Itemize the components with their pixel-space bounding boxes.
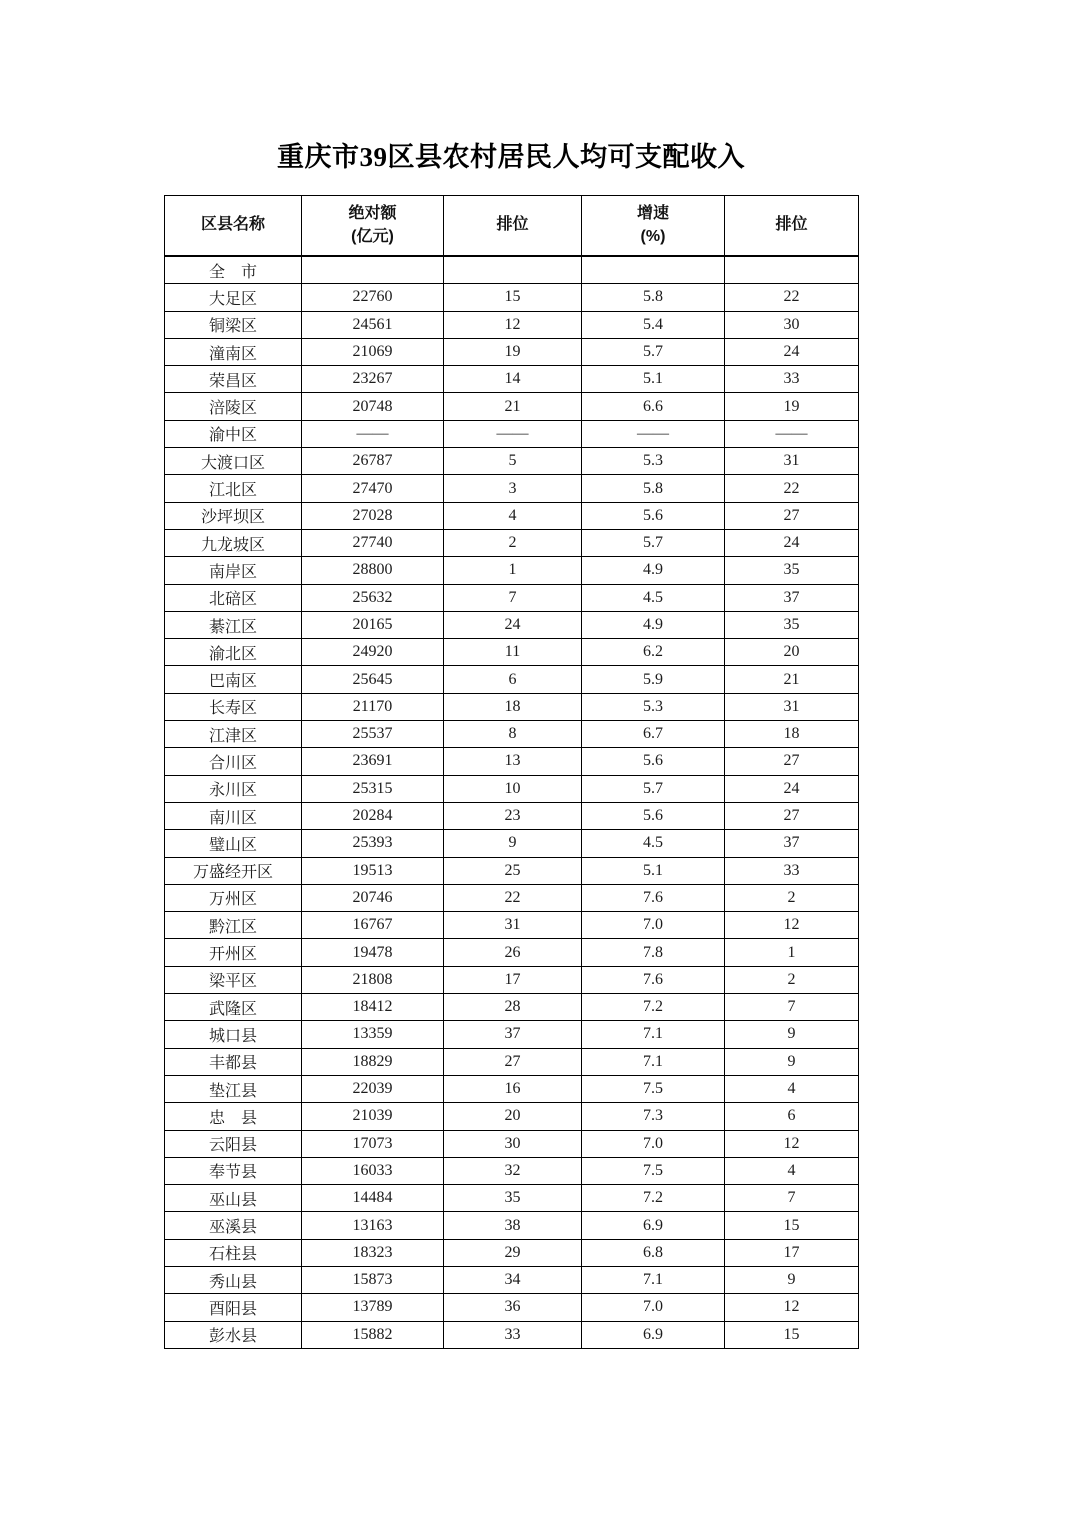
value-cell: 5.6	[582, 748, 725, 775]
value-cell: 18829	[302, 1048, 444, 1075]
value-cell: 37	[725, 830, 859, 857]
district-name-cell: 渝北区	[165, 639, 302, 666]
value-cell: 12	[725, 1130, 859, 1157]
table-row	[165, 529, 859, 556]
value-cell: 15	[725, 1321, 859, 1348]
district-name-cell: 万州区	[165, 884, 302, 911]
value-cell: 6	[444, 666, 582, 693]
value-cell: 7	[725, 994, 859, 1021]
page-title: 重庆市39区县农村居民人均可支配收入	[277, 142, 745, 172]
value-cell: 13	[444, 748, 582, 775]
district-name-cell: 全 市	[165, 256, 302, 284]
table-row	[165, 693, 859, 720]
value-cell: 5.8	[582, 475, 725, 502]
value-cell: 31	[725, 693, 859, 720]
table-row	[165, 311, 859, 338]
value-cell: 15	[444, 284, 582, 311]
value-cell: 20748	[302, 393, 444, 420]
value-cell: 9	[725, 1266, 859, 1293]
value-cell: 3	[444, 475, 582, 502]
district-name-cell: 城口县	[165, 1021, 302, 1048]
table-row	[165, 1048, 859, 1075]
district-name-cell: 丰都县	[165, 1048, 302, 1075]
value-cell: 30	[725, 311, 859, 338]
district-name-cell: 荣昌区	[165, 366, 302, 393]
table-row	[165, 502, 859, 529]
value-cell: 7.6	[582, 884, 725, 911]
value-cell: 5.3	[582, 448, 725, 475]
value-cell: 22760	[302, 284, 444, 311]
value-cell: 32	[444, 1157, 582, 1184]
value-cell: 1	[725, 939, 859, 966]
value-cell: 18412	[302, 994, 444, 1021]
value-cell: 7.0	[582, 1130, 725, 1157]
table-row	[165, 1075, 859, 1102]
value-cell: 28800	[302, 557, 444, 584]
value-cell: 23267	[302, 366, 444, 393]
column-header: 排位	[444, 196, 582, 257]
table-row	[165, 284, 859, 311]
value-cell	[725, 256, 859, 284]
value-cell: 16767	[302, 912, 444, 939]
table-row	[165, 1266, 859, 1293]
table-row	[165, 721, 859, 748]
district-name-cell: 璧山区	[165, 830, 302, 857]
value-cell: 13163	[302, 1212, 444, 1239]
district-name-cell: 万盛经开区	[165, 857, 302, 884]
value-cell: 21069	[302, 338, 444, 365]
value-cell: 26787	[302, 448, 444, 475]
value-cell: 36	[444, 1294, 582, 1321]
value-cell: 27	[444, 1048, 582, 1075]
district-name-cell: 巴南区	[165, 666, 302, 693]
value-cell: 34	[444, 1266, 582, 1293]
value-cell: 22	[444, 884, 582, 911]
value-cell: 14484	[302, 1185, 444, 1212]
value-cell: 15	[725, 1212, 859, 1239]
value-cell: 27	[725, 502, 859, 529]
value-cell: 38	[444, 1212, 582, 1239]
district-name-cell: 潼南区	[165, 338, 302, 365]
table-row	[165, 666, 859, 693]
value-cell: 22	[725, 475, 859, 502]
value-cell: 13359	[302, 1021, 444, 1048]
value-cell: 20165	[302, 611, 444, 638]
value-cell: 20	[725, 639, 859, 666]
value-cell: 25632	[302, 584, 444, 611]
table-row	[165, 1021, 859, 1048]
value-cell: 20	[444, 1103, 582, 1130]
table-row	[165, 338, 859, 365]
value-cell: 17073	[302, 1130, 444, 1157]
value-cell: 1	[444, 557, 582, 584]
value-cell: 26	[444, 939, 582, 966]
district-name-cell: 南岸区	[165, 557, 302, 584]
value-cell: 7	[725, 1185, 859, 1212]
value-cell: 21039	[302, 1103, 444, 1130]
value-cell: 4.5	[582, 830, 725, 857]
value-cell: 27	[725, 802, 859, 829]
document-content	[164, 141, 858, 1349]
value-cell: 4.5	[582, 584, 725, 611]
table-row	[165, 830, 859, 857]
value-cell: 6.8	[582, 1239, 725, 1266]
value-cell: 17	[725, 1239, 859, 1266]
table-row	[165, 1294, 859, 1321]
value-cell: 12	[725, 912, 859, 939]
district-name-cell: 奉节县	[165, 1157, 302, 1184]
value-cell: 8	[444, 721, 582, 748]
value-cell: 5.8	[582, 284, 725, 311]
table-row	[165, 857, 859, 884]
value-cell: 22	[725, 284, 859, 311]
value-cell: 6.7	[582, 721, 725, 748]
value-cell: 5.1	[582, 366, 725, 393]
value-cell: 7.1	[582, 1266, 725, 1293]
value-cell: 2	[725, 884, 859, 911]
district-name-cell: 江津区	[165, 721, 302, 748]
value-cell	[302, 256, 444, 284]
district-name-cell: 江北区	[165, 475, 302, 502]
value-cell: 29	[444, 1239, 582, 1266]
table-row	[165, 884, 859, 911]
value-cell: 5.6	[582, 802, 725, 829]
value-cell: 18	[444, 693, 582, 720]
table-row	[165, 939, 859, 966]
district-name-cell: 垫江县	[165, 1075, 302, 1102]
table-row	[165, 1239, 859, 1266]
value-cell: 27470	[302, 475, 444, 502]
value-cell: 4	[444, 502, 582, 529]
value-cell: 7.1	[582, 1048, 725, 1075]
district-name-cell: 北碚区	[165, 584, 302, 611]
value-cell: 25645	[302, 666, 444, 693]
value-cell: 15873	[302, 1266, 444, 1293]
district-name-cell: 涪陵区	[165, 393, 302, 420]
district-name-cell: 沙坪坝区	[165, 502, 302, 529]
value-cell: 19478	[302, 939, 444, 966]
district-name-cell: 秀山县	[165, 1266, 302, 1293]
value-cell: 16033	[302, 1157, 444, 1184]
district-name-cell: 渝中区	[165, 420, 302, 447]
value-cell: 27028	[302, 502, 444, 529]
table-row	[165, 639, 859, 666]
value-cell: 4.9	[582, 611, 725, 638]
income-table	[164, 195, 859, 1349]
value-cell	[444, 256, 582, 284]
value-cell: 19	[725, 393, 859, 420]
value-cell: 21	[725, 666, 859, 693]
district-name-cell: 长寿区	[165, 693, 302, 720]
value-cell: 12	[444, 311, 582, 338]
district-name-cell: 开州区	[165, 939, 302, 966]
table-row	[165, 448, 859, 475]
table-row	[165, 1157, 859, 1184]
value-cell: 2	[444, 529, 582, 556]
value-cell: 5	[444, 448, 582, 475]
value-cell: 35	[444, 1185, 582, 1212]
value-cell: 6.2	[582, 639, 725, 666]
value-cell: 7.5	[582, 1157, 725, 1184]
district-name-cell: 彭水县	[165, 1321, 302, 1348]
value-cell: 25537	[302, 721, 444, 748]
value-cell: 5.7	[582, 775, 725, 802]
table-row	[165, 393, 859, 420]
table-row	[165, 1130, 859, 1157]
value-cell: 25	[444, 857, 582, 884]
value-cell: 23	[444, 802, 582, 829]
table-row	[165, 994, 859, 1021]
table-row	[165, 1212, 859, 1239]
value-cell: 33	[725, 366, 859, 393]
value-cell: 4	[725, 1075, 859, 1102]
table-row	[165, 912, 859, 939]
value-cell: 35	[725, 557, 859, 584]
value-cell: 9	[725, 1048, 859, 1075]
value-cell: 16	[444, 1075, 582, 1102]
value-cell: 24561	[302, 311, 444, 338]
value-cell: 4.9	[582, 557, 725, 584]
value-cell: ——	[302, 420, 444, 447]
value-cell: 7.8	[582, 939, 725, 966]
district-name-cell: 大渡口区	[165, 448, 302, 475]
value-cell: 7.0	[582, 912, 725, 939]
value-cell: ——	[582, 420, 725, 447]
value-cell: 28	[444, 994, 582, 1021]
table-head	[165, 196, 859, 257]
value-cell: 6.9	[582, 1212, 725, 1239]
value-cell: 25393	[302, 830, 444, 857]
table-row	[165, 420, 859, 447]
column-header: 绝对额 (亿元)	[302, 196, 444, 257]
value-cell: 4	[725, 1157, 859, 1184]
value-cell: 6.9	[582, 1321, 725, 1348]
value-cell: 37	[725, 584, 859, 611]
value-cell: 31	[725, 448, 859, 475]
value-cell: 5.7	[582, 529, 725, 556]
value-cell: 24	[725, 338, 859, 365]
value-cell: 33	[444, 1321, 582, 1348]
value-cell: 35	[725, 611, 859, 638]
value-cell: 21	[444, 393, 582, 420]
table-row	[165, 1103, 859, 1130]
district-name-cell: 武隆区	[165, 994, 302, 1021]
value-cell: 5.4	[582, 311, 725, 338]
table-row	[165, 557, 859, 584]
value-cell: 23691	[302, 748, 444, 775]
value-cell: 13789	[302, 1294, 444, 1321]
district-name-cell: 云阳县	[165, 1130, 302, 1157]
value-cell: 5.7	[582, 338, 725, 365]
value-cell: 5.3	[582, 693, 725, 720]
district-name-cell: 大足区	[165, 284, 302, 311]
header-row	[165, 196, 859, 257]
table-row	[165, 966, 859, 993]
value-cell: 9	[444, 830, 582, 857]
value-cell: 7.5	[582, 1075, 725, 1102]
district-name-cell: 南川区	[165, 802, 302, 829]
table-body	[165, 256, 859, 1348]
table-row	[165, 775, 859, 802]
value-cell: 19	[444, 338, 582, 365]
value-cell: 19513	[302, 857, 444, 884]
district-name-cell: 綦江区	[165, 611, 302, 638]
table-row	[165, 256, 859, 284]
district-name-cell: 黔江区	[165, 912, 302, 939]
value-cell: 7.2	[582, 1185, 725, 1212]
value-cell: 24	[444, 611, 582, 638]
value-cell: 25315	[302, 775, 444, 802]
value-cell: 5.9	[582, 666, 725, 693]
value-cell: 21808	[302, 966, 444, 993]
table-row	[165, 1185, 859, 1212]
district-name-cell: 巫溪县	[165, 1212, 302, 1239]
value-cell: 18323	[302, 1239, 444, 1266]
district-name-cell: 酉阳县	[165, 1294, 302, 1321]
value-cell: 7.0	[582, 1294, 725, 1321]
value-cell: 17	[444, 966, 582, 993]
district-name-cell: 巫山县	[165, 1185, 302, 1212]
value-cell: 30	[444, 1130, 582, 1157]
column-header: 排位	[725, 196, 859, 257]
value-cell: 11	[444, 639, 582, 666]
table-row	[165, 475, 859, 502]
value-cell: 7.3	[582, 1103, 725, 1130]
value-cell: 24	[725, 529, 859, 556]
value-cell: 37	[444, 1021, 582, 1048]
value-cell: 15882	[302, 1321, 444, 1348]
value-cell: ——	[444, 420, 582, 447]
value-cell: 5.1	[582, 857, 725, 884]
value-cell: 24	[725, 775, 859, 802]
district-name-cell: 九龙坡区	[165, 529, 302, 556]
value-cell: 20284	[302, 802, 444, 829]
value-cell: 33	[725, 857, 859, 884]
value-cell: 24920	[302, 639, 444, 666]
district-name-cell: 梁平区	[165, 966, 302, 993]
value-cell: 7	[444, 584, 582, 611]
value-cell: 14	[444, 366, 582, 393]
column-header: 区县名称	[165, 196, 302, 257]
value-cell: 9	[725, 1021, 859, 1048]
value-cell	[582, 256, 725, 284]
district-name-cell: 铜梁区	[165, 311, 302, 338]
value-cell: 20746	[302, 884, 444, 911]
value-cell: 12	[725, 1294, 859, 1321]
district-name-cell: 石柱县	[165, 1239, 302, 1266]
value-cell: 2	[725, 966, 859, 993]
value-cell: 22039	[302, 1075, 444, 1102]
table-row	[165, 366, 859, 393]
value-cell: 10	[444, 775, 582, 802]
district-name-cell: 永川区	[165, 775, 302, 802]
value-cell: 6	[725, 1103, 859, 1130]
value-cell: 27	[725, 748, 859, 775]
column-header: 增速 (%)	[582, 196, 725, 257]
table-row	[165, 1321, 859, 1348]
table-row	[165, 611, 859, 638]
table-row	[165, 802, 859, 829]
district-name-cell: 忠 县	[165, 1103, 302, 1130]
value-cell: 7.1	[582, 1021, 725, 1048]
value-cell: ——	[725, 420, 859, 447]
value-cell: 18	[725, 721, 859, 748]
value-cell: 7.2	[582, 994, 725, 1021]
table-row	[165, 748, 859, 775]
value-cell: 6.6	[582, 393, 725, 420]
value-cell: 21170	[302, 693, 444, 720]
district-name-cell: 合川区	[165, 748, 302, 775]
value-cell: 27740	[302, 529, 444, 556]
table-row	[165, 584, 859, 611]
value-cell: 7.6	[582, 966, 725, 993]
value-cell: 31	[444, 912, 582, 939]
value-cell: 5.6	[582, 502, 725, 529]
